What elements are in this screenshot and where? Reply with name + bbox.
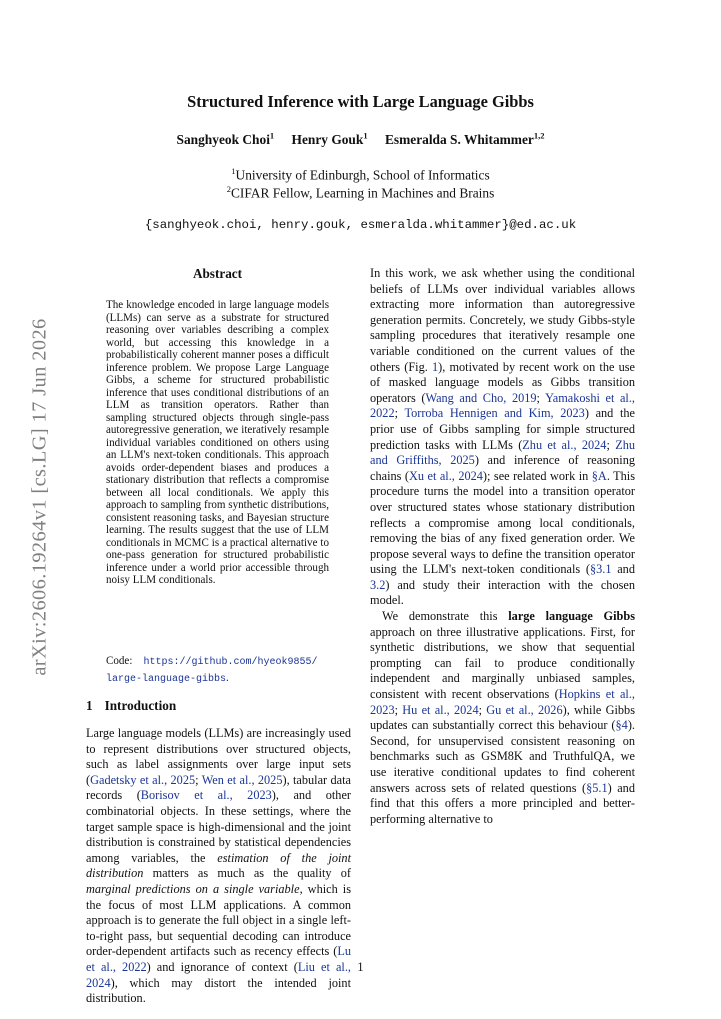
citation-link[interactable]: Liu et al., 2024 [86, 959, 351, 990]
citation-link[interactable]: Yamakoshi et al., 2022 [370, 390, 635, 421]
section-ref-link[interactable]: §3.1 [589, 562, 612, 577]
citation-link[interactable]: Hopkins et al., 2023 [370, 687, 635, 717]
page-number: 1 [357, 960, 364, 974]
intro-paragraph-2: In this work, we ask whether using the conditional beliefs of LLMs over individual variables allows extracting more information than autoregressive generation permits. Concretely, we study Gibbs-style sampling procedures that iteratively resample one variable conditioned on the current values of the others (Fig. 1), motivated by recent work on the use of masked language models as Gibbs transition operators (Wang and Cho, 2019; Yamakoshi et al., 2022; Torroba Hennigen and Kim, 2023) and the prior use of Gibbs sampling for simple structured prediction tasks with LLMs (Zhu et al., 2024; Zhu and Griffiths, 2025) and inference of reasoning chains (Xu et al., 2024); see related work in §A. This procedure turns the model into a transition operator over structured states whose stationary distribution reflects a compromise among local conditionals, removing the bias of any fixed generation order. We propose several ways to define the transition operator using the LLM's next-token conditionals (§3.1 and 3.2) and study their interaction with the chosen model. [370, 266, 635, 608]
intro-paragraph-1: Large language models (LLMs) are increasingly used to represent distributions over structured objects, such as label assignments over large input sets (Gadetsky et al., 2025; Wen et al., 2025), tabular data records (Borisov et al., 2023), and other combinatorial objects. In these settings, where the target sample space is high-dimensional and the joint distribution is constrained by statistical dependencies among variables, the estimation of the joint distribution matters as much as the quality of marginal predictions on a single variable, which is the focus of most LLM applications. A common approach is to generate the full object in a single left-to-right pass, but sequential decoding can introduce order-dependent artifacts such as recency effects (Lu et al., 2022) and ignorance of context (Liu et al., 2024), which may distort the intended joint distribution. [86, 726, 351, 1006]
affiliation: $^1$University of Edinburgh, School of Informatics [231, 166, 490, 183]
introduction-text-right [370, 266, 635, 827]
section-ref-link[interactable]: §4 [615, 718, 628, 733]
code-repo-link[interactable]: https://github.com/hyeok9855/ large-language-gibbs [106, 657, 318, 685]
figure-ref-link[interactable]: 1 [431, 359, 439, 374]
citation-link[interactable]: Wen et al., 2025 [201, 772, 283, 787]
author-email: {sanghyeok.choi, henry.gouk, esmeralda.whitammer}@ed.ac.uk [144, 218, 577, 232]
section-ref-link[interactable]: 3.2 [370, 577, 386, 592]
abstract-body [106, 299, 329, 587]
abstract-text: The knowledge encoded in large language models (LLMs) can serve as a substrate for structured reasoning over variables describing a complex world, but accessing this knowledge in a probabilistically coherent manner poses a difficult inference problem. We propose Large Language Gibbs, a scheme for structured probabilistic inference that uses conditional distributions of an LLM as transition operators. Rather than sampling structured objects through single-pass autoregressive generation, we iteratively resample individual variables conditioned on others using an LLM's next-token conditionals. This approach avoids order-dependent biases and produces a stationary distribution that reflects a compromise between all local conditionals. We apply this approach to sampling from synthetic distributions, consistent reasoning tasks, and Bayesian structure learning. The results suggest that the use of LLM conditionals in MCMC is a practical alternative to one-pass generation for structured probabilistic inference under a world prior accessible through noisy LLM conditionals. [106, 299, 329, 586]
section-ref-link[interactable]: §A [591, 468, 607, 483]
author: Esmeralda S. Whitammer$^{1,2}$ [384, 131, 545, 148]
citation-link[interactable]: Wang and Cho, 2019 [425, 390, 537, 405]
section-ref-link[interactable]: §5.1 [586, 780, 608, 795]
citation-link[interactable]: Torroba Hennigen and Kim, 2023 [404, 406, 585, 421]
section-heading-introduction: 1 Introduction [86, 698, 177, 713]
intro-paragraph-3: We demonstrate this large language Gibbs approach on three illustrative applications. First, for synthetic distributions, we show that sequential prompting can fail to produce conditionally independent and marginally unbiased samples, consistent with recent observations (Hopkins et al., 2023; Hu et al., 2024; Gu et al., 2026), while Gibbs updates can substantially correct this behaviour (§4). Second, for unsupervised consistent reasoning on benchmarks such as GSM8K and TruthfulQA, we use iterative conditional updates to find coherent answers across sets of related questions (§5.1) and find that this offers a more principled and better-performing alternative to [370, 609, 635, 826]
citation-link[interactable]: Zhu et al., 2024 [522, 437, 607, 452]
abstract-heading: Abstract [192, 266, 243, 281]
code-availability: Code: https://github.com/hyeok9855/ large-language-gibbs. [106, 655, 318, 685]
citation-link[interactable]: Gu et al., 2026 [486, 702, 563, 717]
citation-link[interactable]: Borisov et al., 2023 [140, 788, 272, 803]
arxiv-identifier-stamp: arXiv:2606.19264v1 [cs.LG] 17 Jun 2026 [28, 318, 51, 676]
citation-link[interactable]: Xu et al., 2024 [408, 468, 483, 483]
citation-link[interactable]: Lu et al., 2022 [86, 944, 351, 974]
citation-link[interactable]: Gadetsky et al., 2025 [90, 772, 196, 787]
paper-title: Structured Inference with Large Language Gibbs [187, 92, 534, 111]
author: Henry Gouk$^1$ [291, 131, 368, 148]
citation-link[interactable]: Zhu and Griffiths, 2025 [370, 437, 635, 468]
author: Sanghyeok Choi$^1$ [176, 131, 275, 148]
author-list [0, 131, 721, 148]
citation-link[interactable]: Hu et al., 2024 [402, 702, 479, 717]
affiliation: $^2$CIFAR Fellow, Learning in Machines and Brains [226, 184, 495, 201]
